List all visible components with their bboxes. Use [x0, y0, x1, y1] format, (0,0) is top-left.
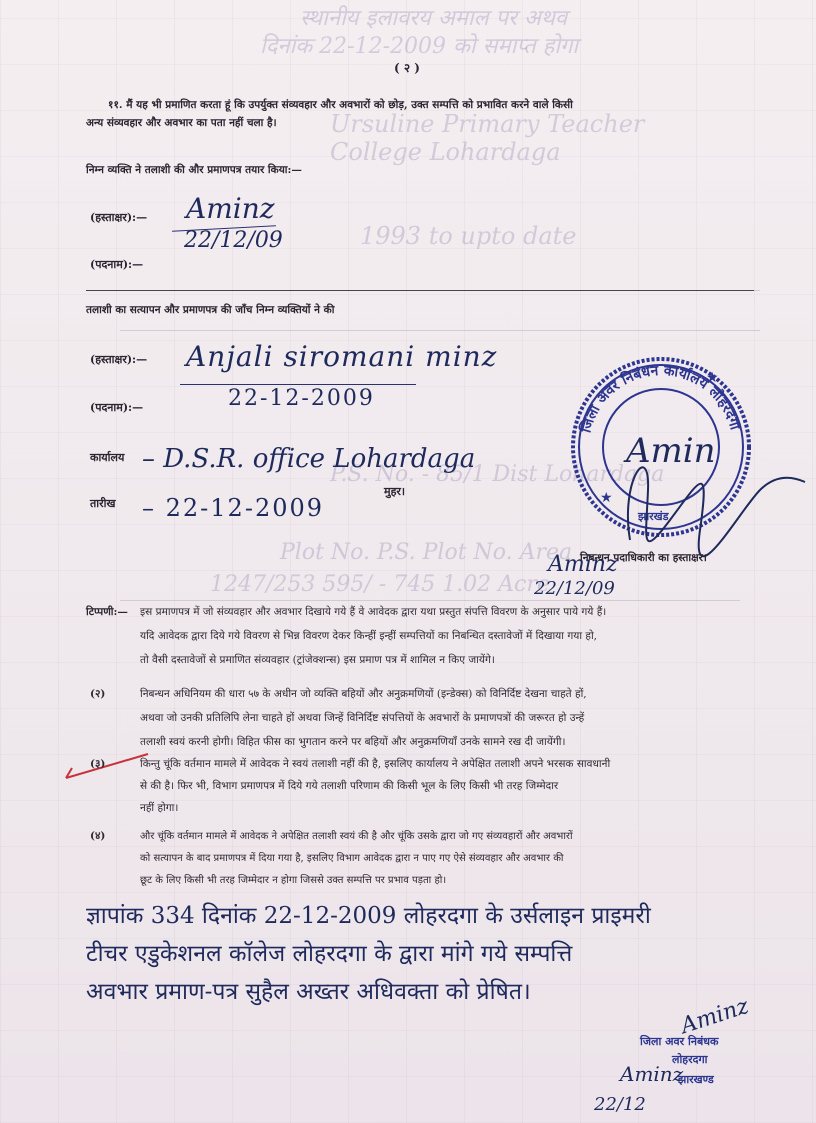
- registrar-sign: Aminz: [548, 552, 618, 577]
- office-value: – D.S.R. office Lohardaga: [142, 444, 476, 474]
- bottom-stamp-line-1: जिला अवर निबंधक: [640, 1035, 719, 1048]
- bottom-stamp-line-2: लोहरदगा: [672, 1053, 708, 1066]
- memo-line-2: टीचर एडुकेशनल कॉलेज लोहरदगा के द्वारा मांगे गये सम्पत्ति: [86, 941, 573, 967]
- note-3-line-1: किन्तु चूंकि वर्तमान मामले में आवेदक ने स्वयं तलाशी नहीं की है, इसलिए कार्यालय ने अपेक्षित तलाशी अपने भरसक सावधानी: [140, 758, 611, 770]
- memo-line-1: ज्ञापांक 334 दिनांक 22-12-2009 लोहरदगा के उर्सलाइन प्राइमरी: [86, 903, 651, 929]
- page-number: ( २ ): [394, 61, 420, 75]
- seal-outer-text: जिला अवर निबंधन कार्यालय लोहरदगा: [578, 362, 743, 435]
- ghost-text-top-1: स्थानीय इलावरय अमाल पर अथव: [300, 6, 568, 31]
- office-label: कार्यालय: [90, 451, 125, 464]
- svg-text:★: ★: [706, 370, 719, 386]
- seal-center-sign: Amin: [626, 431, 716, 471]
- bottom-sign-1: Aminz: [677, 993, 752, 1040]
- stamp-label: मुहर।: [384, 485, 406, 498]
- ghost-text-top-2: दिनांक 22-12-2009 को समाप्त होगा: [260, 34, 579, 59]
- note-4-line-1: और चूंकि वर्तमान मामले में आवेदक ने अपेक्षित तलाशी स्वयं की है और चूंकि उसके द्वारा जो गए संव्यवहारों और अवभारों: [140, 831, 573, 842]
- note-2-line-2: अथवा जो उनकी प्रतिलिपि लेना चाहते हों अथवा जिन्हें विनिर्दिष्ट संपत्तियों के अवभारों के प्रमाणपत्रों की जरूरत हो उन्हें: [140, 712, 585, 724]
- note-4-line-3: छूट के लिए किसी भी तरह जिम्मेदार न होगा जिससे उक्त सम्पत्ति पर प्रभाव पड़ता हो।: [140, 875, 447, 886]
- note-2-line-3: तलाशी स्वयं करनी होगी। विहित फीस का भुगतान करने पर बहियों और अनुक्रमणियाँ उनके सामने रख दी जायेंगी।: [140, 736, 566, 748]
- search-by-label: निम्न व्यक्ति ने तलाशी की और प्रमाणपत्र तयार किया:—: [86, 164, 302, 176]
- date-label: तारीख: [90, 497, 116, 510]
- bottom-stamp-line-3: झारखण्ड: [678, 1073, 714, 1086]
- designation-label-1: (पदनाम):—: [90, 258, 144, 271]
- registrar-sign-date: 22/12/09: [534, 578, 615, 599]
- note-3-line-3: नहीं होगा।: [140, 802, 179, 814]
- bottom-sign-date: 22/12: [594, 1094, 646, 1115]
- memo-line-3: अवभार प्रमाण-पत्र सुहैल अख्तर अधिवक्ता को प्रेषित।: [86, 979, 531, 1005]
- red-tick-mark: [62, 748, 152, 788]
- note-1-line-3: तो वैसी दस्तावेजों से प्रमाणित संव्यवहार (ट्रांजेक्शन्स) इस प्रमाण पत्र में शामिल न किए जायेंगे।: [140, 654, 495, 666]
- signature-1: Aminz: [186, 192, 275, 225]
- signature-2: Anjali siromani minz: [186, 340, 498, 373]
- ghost-text-3: Ursuline Primary Teacher: [330, 110, 645, 138]
- ghost-text-5: 1993 to upto date: [360, 222, 577, 250]
- date-value: – 22-12-2009: [142, 494, 325, 522]
- notes-title: टिप्पणी:—: [86, 606, 128, 618]
- ghost-text-6: P.S. No. - 85/1 Dist Lohardaga: [330, 462, 665, 487]
- bottom-sign-2: Aminz: [620, 1062, 684, 1086]
- signature-2-date: 22-12-2009: [228, 386, 375, 411]
- ghost-text-7: Plot No. P.S. Plot No. Area: [280, 540, 573, 565]
- designation-label-2: (पदनाम):—: [90, 401, 144, 414]
- verification-label: तलाशी का सत्यापन और प्रमाणपत्र की जाँच निम्न व्यक्तियों ने की: [86, 304, 335, 316]
- ghost-text-4: College Lohardaga: [330, 138, 561, 166]
- svg-text:★: ★: [600, 490, 613, 506]
- signature-label-1: (हस्ताक्षर):—: [90, 211, 148, 224]
- certify-text-line-2: अन्य संव्यवहार और अवभार का पता नहीं चला है।: [86, 117, 277, 129]
- certify-text-line-1: ११. मैं यह भी प्रमाणित करता हूं कि उपर्युक्त संव्यवहार और अवभारों को छोड़, उक्त सम्पत्ति को प्रभावित करने वाले किसी: [108, 99, 573, 111]
- note-4-line-2: को सत्यापन के बाद प्रमाणपत्र में दिया गया है, इसलिए विभाग आवेदक द्वारा न पाए गए ऐसे संव्यवहार और अवभार की: [140, 853, 564, 864]
- note-1-line-2: यदि आवेदक द्वारा दिये गये विवरण से भिन्न विवरण देकर किन्हीं इन्हीं सम्पत्तियों का निबन्धित दस्तावेजों में दिखाया गया हो,: [140, 630, 598, 642]
- registrar-sign-label: निबन्धन पदाधिकारी का हस्ताक्षर।: [580, 552, 707, 564]
- note-2-line-1: निबन्धन अधिनियम की धारा ५७ के अधीन जो व्यक्ति बहियों और अनुक्रमणियों (इन्डेक्स) को विनिर्दिष्ट देखना चाहते हों,: [140, 688, 587, 700]
- note-3-line-2: से की है। फिर भी, विभाग प्रमाणपत्र में दिये गये तलाशी परिणाम की किसी भूल के लिए किसी भी तरह जिम्मेदार: [140, 780, 559, 792]
- note-3-number: (३): [90, 758, 106, 770]
- ghost-text-8: 1247/253 595/ - 745 1.02 Acre: [210, 572, 550, 597]
- note-1-line-1: इस प्रमाणपत्र में जो संव्यवहार और अवभार दिखाये गये हैं वे आवेदक द्वारा यथा प्रस्तुत संपत्ति विवरण के अनुसार पाये गये हैं।: [140, 606, 607, 618]
- seal-bottom-text: झारखंड: [638, 510, 669, 523]
- note-2-number: (२): [90, 688, 106, 700]
- note-4-number: (४): [90, 830, 106, 842]
- signature-1-date: 22/12/09: [184, 228, 283, 253]
- signature-label-2: (हस्ताक्षर):—: [90, 353, 148, 366]
